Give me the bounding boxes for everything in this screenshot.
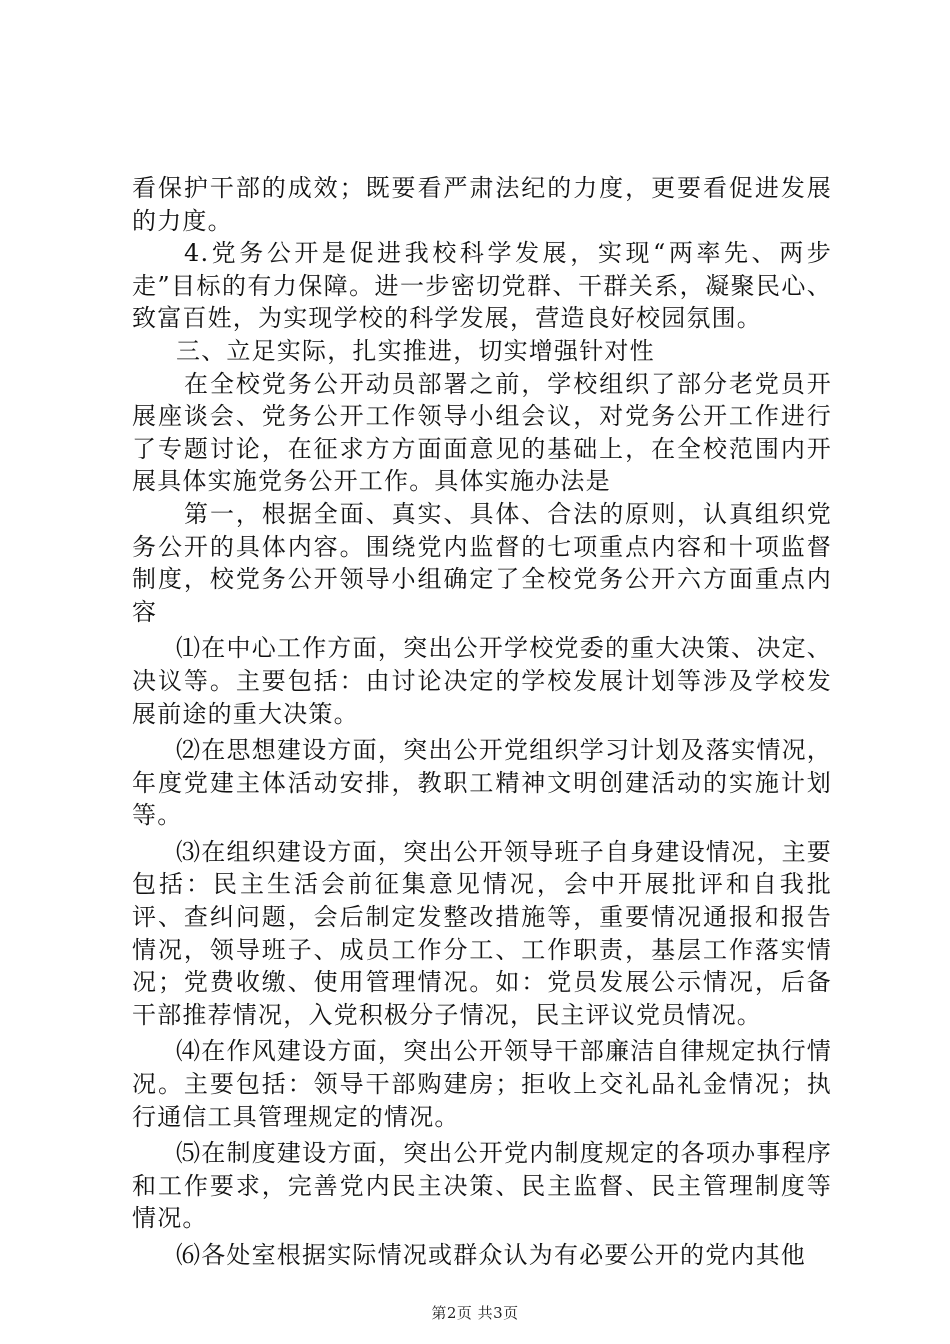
paragraph-first-measure: 第一，根据全面、真实、具体、合法的原则，认真组织党务公开的具体内容。围绕党内监督的七项重点内容和十项监督制度，校党务公开领导小组确定了全校党务公开六方面重点内容 [132, 499, 832, 626]
list-item-4: ⑷在作风建设方面，突出公开领导干部廉洁自律规定执行情况。主要包括：领导干部购建房；拒收上交礼品礼金情况；执行通信工具管理规定的情况。 [132, 1037, 832, 1131]
section-heading-3: 三、立足实际，扎实推进，切实增强针对性 [176, 336, 655, 365]
document-body [132, 172, 832, 1272]
paragraph-continuation: 看保护干部的成效；既要看严肃法纪的力度，更要看促进发展的力度。 [132, 174, 832, 235]
page-number-footer: 第2页 共3页 [431, 1304, 519, 1322]
list-item-5: ⑸在制度建设方面，突出公开党内制度规定的各项办事程序和工作要求，完善党内民主决策、民主监督、民主管理制度等情况。 [132, 1139, 832, 1233]
list-item-2: ⑵在思想建设方面，突出公开党组织学习计划及落实情况，年度党建主体活动安排，教职工精神文明创建活动的实施计划等。 [132, 736, 832, 830]
paragraph-point-4: 4.党务公开是促进我校科学发展，实现“两率先、两步走”目标的有力保障。进一步密切党群、干群关系，凝聚民心、致富百姓，为实现学校的科学发展，营造良好校园氛围。 [132, 239, 832, 333]
paragraph-mobilization: 在全校党务公开动员部署之前，学校组织了部分老党员开展座谈会、党务公开工作领导小组会议，对党务公开工作进行了专题讨论，在征求方方面面意见的基础上，在全校范围内开展具体实施党务公开工作。具体实施办法是 [132, 369, 832, 496]
list-item-3: ⑶在组织建设方面，突出公开领导班子自身建设情况，主要包括：民主生活会前征集意见情况，会中开展批评和自我批评、查纠问题，会后制定发整改措施等，重要情况通报和报告情况，领导班子、成员工作分工、工作职责，基层工作落实情况；党费收缴、使用管理情况。如：党员发展公示情况，后备干部推荐情况，入党积极分子情况，民主评议党员情况。 [132, 837, 832, 1029]
list-item-1: ⑴在中心工作方面，突出公开学校党委的重大决策、决定、决议等。主要包括：由讨论决定的学校发展计划等涉及学校发展前途的重大决策。 [132, 634, 832, 728]
list-item-6: ⑹各处室根据实际情况或群众认为有必要公开的党内其他 [176, 1241, 806, 1269]
